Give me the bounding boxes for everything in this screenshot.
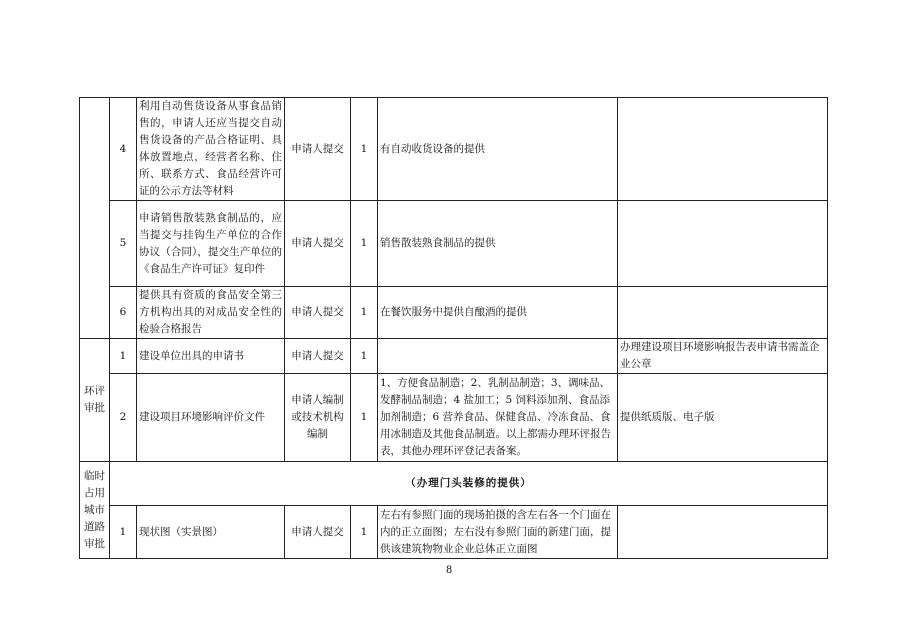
page-number: 8 <box>445 565 453 576</box>
material-name: 提供具有资质的食品安全第三方机构出具的对成品安全性的检验合格报告 <box>137 287 285 339</box>
row-number: 2 <box>110 374 137 462</box>
material-source: 申请人提交 <box>285 98 351 201</box>
table-row <box>80 506 828 559</box>
row-number: 5 <box>110 201 137 287</box>
row-number: 4 <box>110 98 137 201</box>
table-row <box>80 98 828 201</box>
material-situation: 1、方便食品制造；2、乳制品制造；3、调味品、发酵制品制造；4 盐加工；5 饲料添加剂、食品添加剂制造；6 营养食品、保健食品、冷冻食品、食用冰制造及其他食品制造。以上都需办理环评报告表，其他办理环评登记表备案。 <box>378 374 618 462</box>
materials-table <box>79 97 828 559</box>
material-note <box>618 287 828 339</box>
material-count: 1 <box>351 201 378 287</box>
material-situation <box>378 339 618 374</box>
section-label-road: 临时占用城市道路审批 <box>80 462 110 559</box>
material-source: 申请人编制或技术机构编制 <box>285 374 351 462</box>
material-note: 办理建设项目环境影响报告表申请书需盖企业公章 <box>618 339 828 374</box>
material-situation: 销售散装熟食制品的提供 <box>378 201 618 287</box>
banner-row <box>80 462 828 506</box>
material-count: 1 <box>351 98 378 201</box>
section-label-env: 环评审批 <box>80 339 110 462</box>
material-source: 申请人提交 <box>285 506 351 559</box>
material-note: 提供纸质版、电子版 <box>618 374 828 462</box>
table-row <box>80 201 828 287</box>
material-source: 申请人提交 <box>285 287 351 339</box>
table-row <box>80 339 828 374</box>
table-row <box>80 287 828 339</box>
material-count: 1 <box>351 506 378 559</box>
material-source: 申请人提交 <box>285 201 351 287</box>
material-situation: 在餐饮服务中提供自酿酒的提供 <box>378 287 618 339</box>
material-situation: 有自动收货设备的提供 <box>378 98 618 201</box>
material-source: 申请人提交 <box>285 339 351 374</box>
section-banner: （办理门头装修的提供） <box>110 462 828 506</box>
material-note <box>618 506 828 559</box>
material-count: 1 <box>351 339 378 374</box>
row-number: 6 <box>110 287 137 339</box>
material-count: 1 <box>351 374 378 462</box>
material-note <box>618 98 828 201</box>
row-number: 1 <box>110 339 137 374</box>
material-name: 现状图（实景图） <box>137 506 285 559</box>
table-row <box>80 374 828 462</box>
section-cell-continued <box>80 98 110 339</box>
material-name: 建设项目环境影响评价文件 <box>137 374 285 462</box>
material-name: 申请销售散装熟食制品的，应当提交与挂钩生产单位的合作协议（合同），提交生产单位的《食品生产许可证》复印件 <box>137 201 285 287</box>
material-name: 利用自动售货设备从事食品销售的，申请人还应当提交自动售货设备的产品合格证明、具体放置地点，经营者名称、住所、联系方式、食品经营许可证的公示方法等材料 <box>137 98 285 201</box>
material-name: 建设单位出具的申请书 <box>137 339 285 374</box>
material-count: 1 <box>351 287 378 339</box>
row-number: 1 <box>110 506 137 559</box>
material-situation: 左右有参照门面的现场拍摄的含左右各一个门面在内的正立面图；左右没有参照门面的新建门面，提供该建筑物物业企业总体正立面图 <box>378 506 618 559</box>
material-note <box>618 201 828 287</box>
